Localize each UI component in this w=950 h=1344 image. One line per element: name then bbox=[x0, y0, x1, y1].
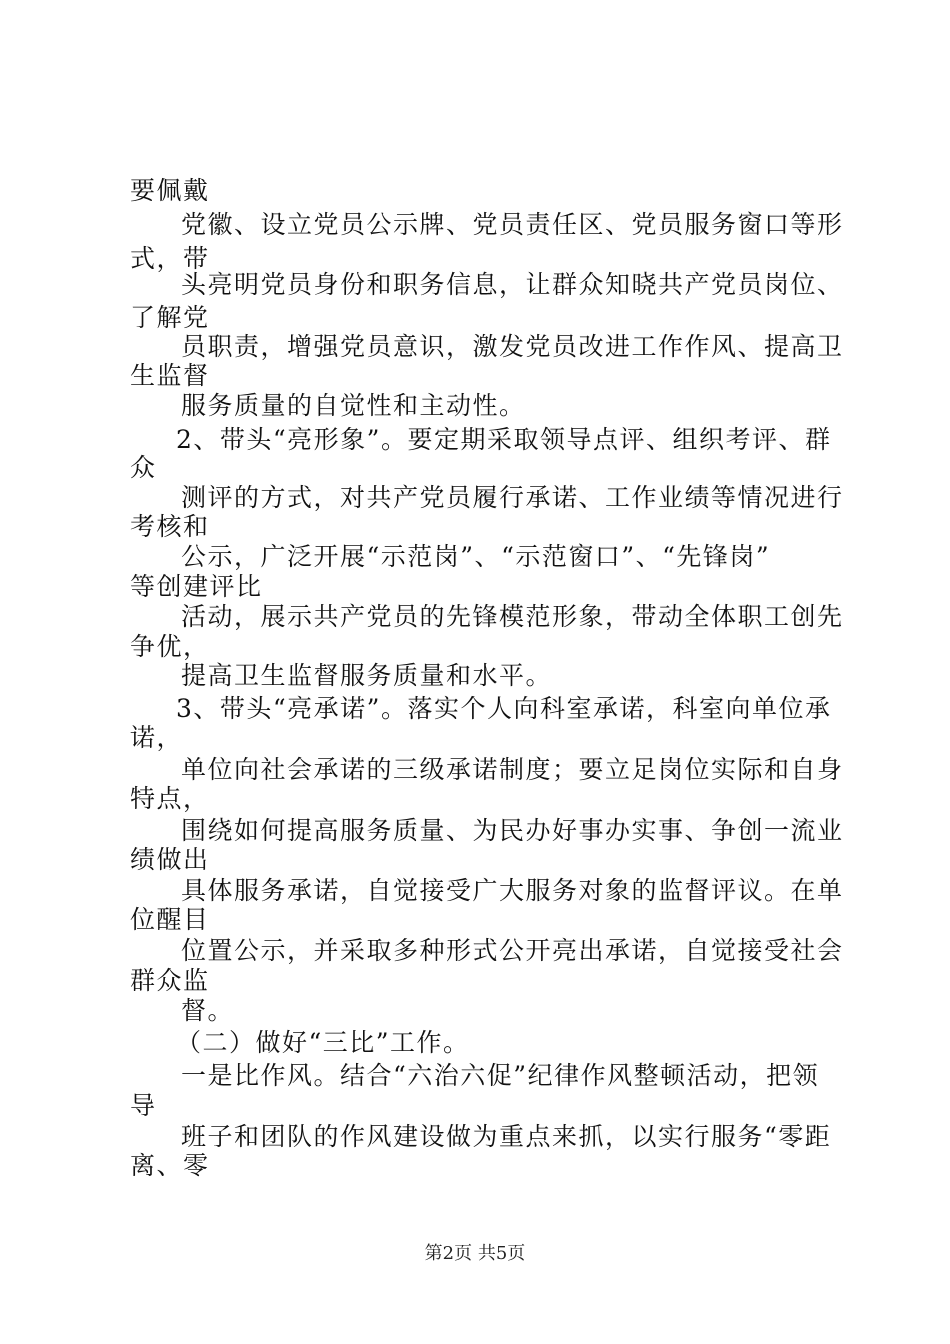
text-line: 活动，展示共产党员的先锋模范形象，带动全体职工创先 bbox=[181, 602, 844, 631]
text-line: 位醒目 bbox=[130, 905, 210, 934]
text-line: 特点， bbox=[130, 784, 210, 813]
text-line: 3、带头“亮承诺”。落实个人向科室承诺，科室向单位承 bbox=[176, 694, 832, 723]
text-line: 一是比作风。结合“六治六促”纪律作风整顿活动，把领 bbox=[181, 1061, 820, 1090]
text-line: 了解党 bbox=[130, 303, 210, 332]
text-line: 式，带 bbox=[130, 244, 210, 273]
text-line: 测评的方式，对共产党员履行承诺、工作业绩等情况进行 bbox=[181, 483, 844, 512]
text-line: 党徽、设立党员公示牌、党员责任区、党员服务窗口等形 bbox=[181, 210, 844, 239]
text-line: 考核和 bbox=[130, 512, 210, 541]
page-footer: 第2页 共5页 bbox=[424, 1243, 526, 1264]
text-line: 群众监 bbox=[130, 966, 210, 995]
text-line: 督。 bbox=[181, 996, 235, 1025]
text-line: 班子和团队的作风建设做为重点来抓，以实行服务“零距 bbox=[181, 1122, 832, 1151]
text-line: 众 bbox=[130, 453, 157, 482]
text-line: 具体服务承诺，自觉接受广大服务对象的监督评议。在单 bbox=[181, 876, 844, 905]
text-line: 生监督 bbox=[130, 361, 210, 390]
text-line: 诺， bbox=[130, 723, 184, 752]
text-line: 员职责，增强党员意识，激发党员改进工作作风、提高卫 bbox=[181, 332, 844, 361]
text-line: 要佩戴 bbox=[130, 176, 210, 205]
text-line: 单位向社会承诺的三级承诺制度；要立足岗位实际和自身 bbox=[181, 755, 844, 784]
text-line: 等创建评比 bbox=[130, 572, 263, 601]
text-line: 绩做出 bbox=[130, 845, 210, 874]
text-line: 提高卫生监督服务质量和水平。 bbox=[181, 661, 553, 690]
text-line: 争优， bbox=[130, 632, 210, 661]
text-line: 公示，广泛开展“示范岗”、“示范窗口”、“先锋岗” bbox=[181, 542, 771, 571]
text-line: 导 bbox=[130, 1091, 157, 1120]
text-line: 头亮明党员身份和职务信息，让群众知晓共产党员岗位、 bbox=[181, 270, 844, 299]
text-line: 2、带头“亮形象”。要定期采取领导点评、组织考评、群 bbox=[176, 425, 832, 454]
text-line: （二）做好“三比”工作。 bbox=[176, 1028, 470, 1057]
text-line: 位置公示，并采取多种形式公开亮出承诺，自觉接受社会 bbox=[181, 936, 844, 965]
text-line: 离、零 bbox=[130, 1151, 210, 1180]
text-line: 服务质量的自觉性和主动性。 bbox=[181, 391, 526, 420]
text-line: 围绕如何提高服务质量、为民办好事办实事、争创一流业 bbox=[181, 816, 844, 845]
